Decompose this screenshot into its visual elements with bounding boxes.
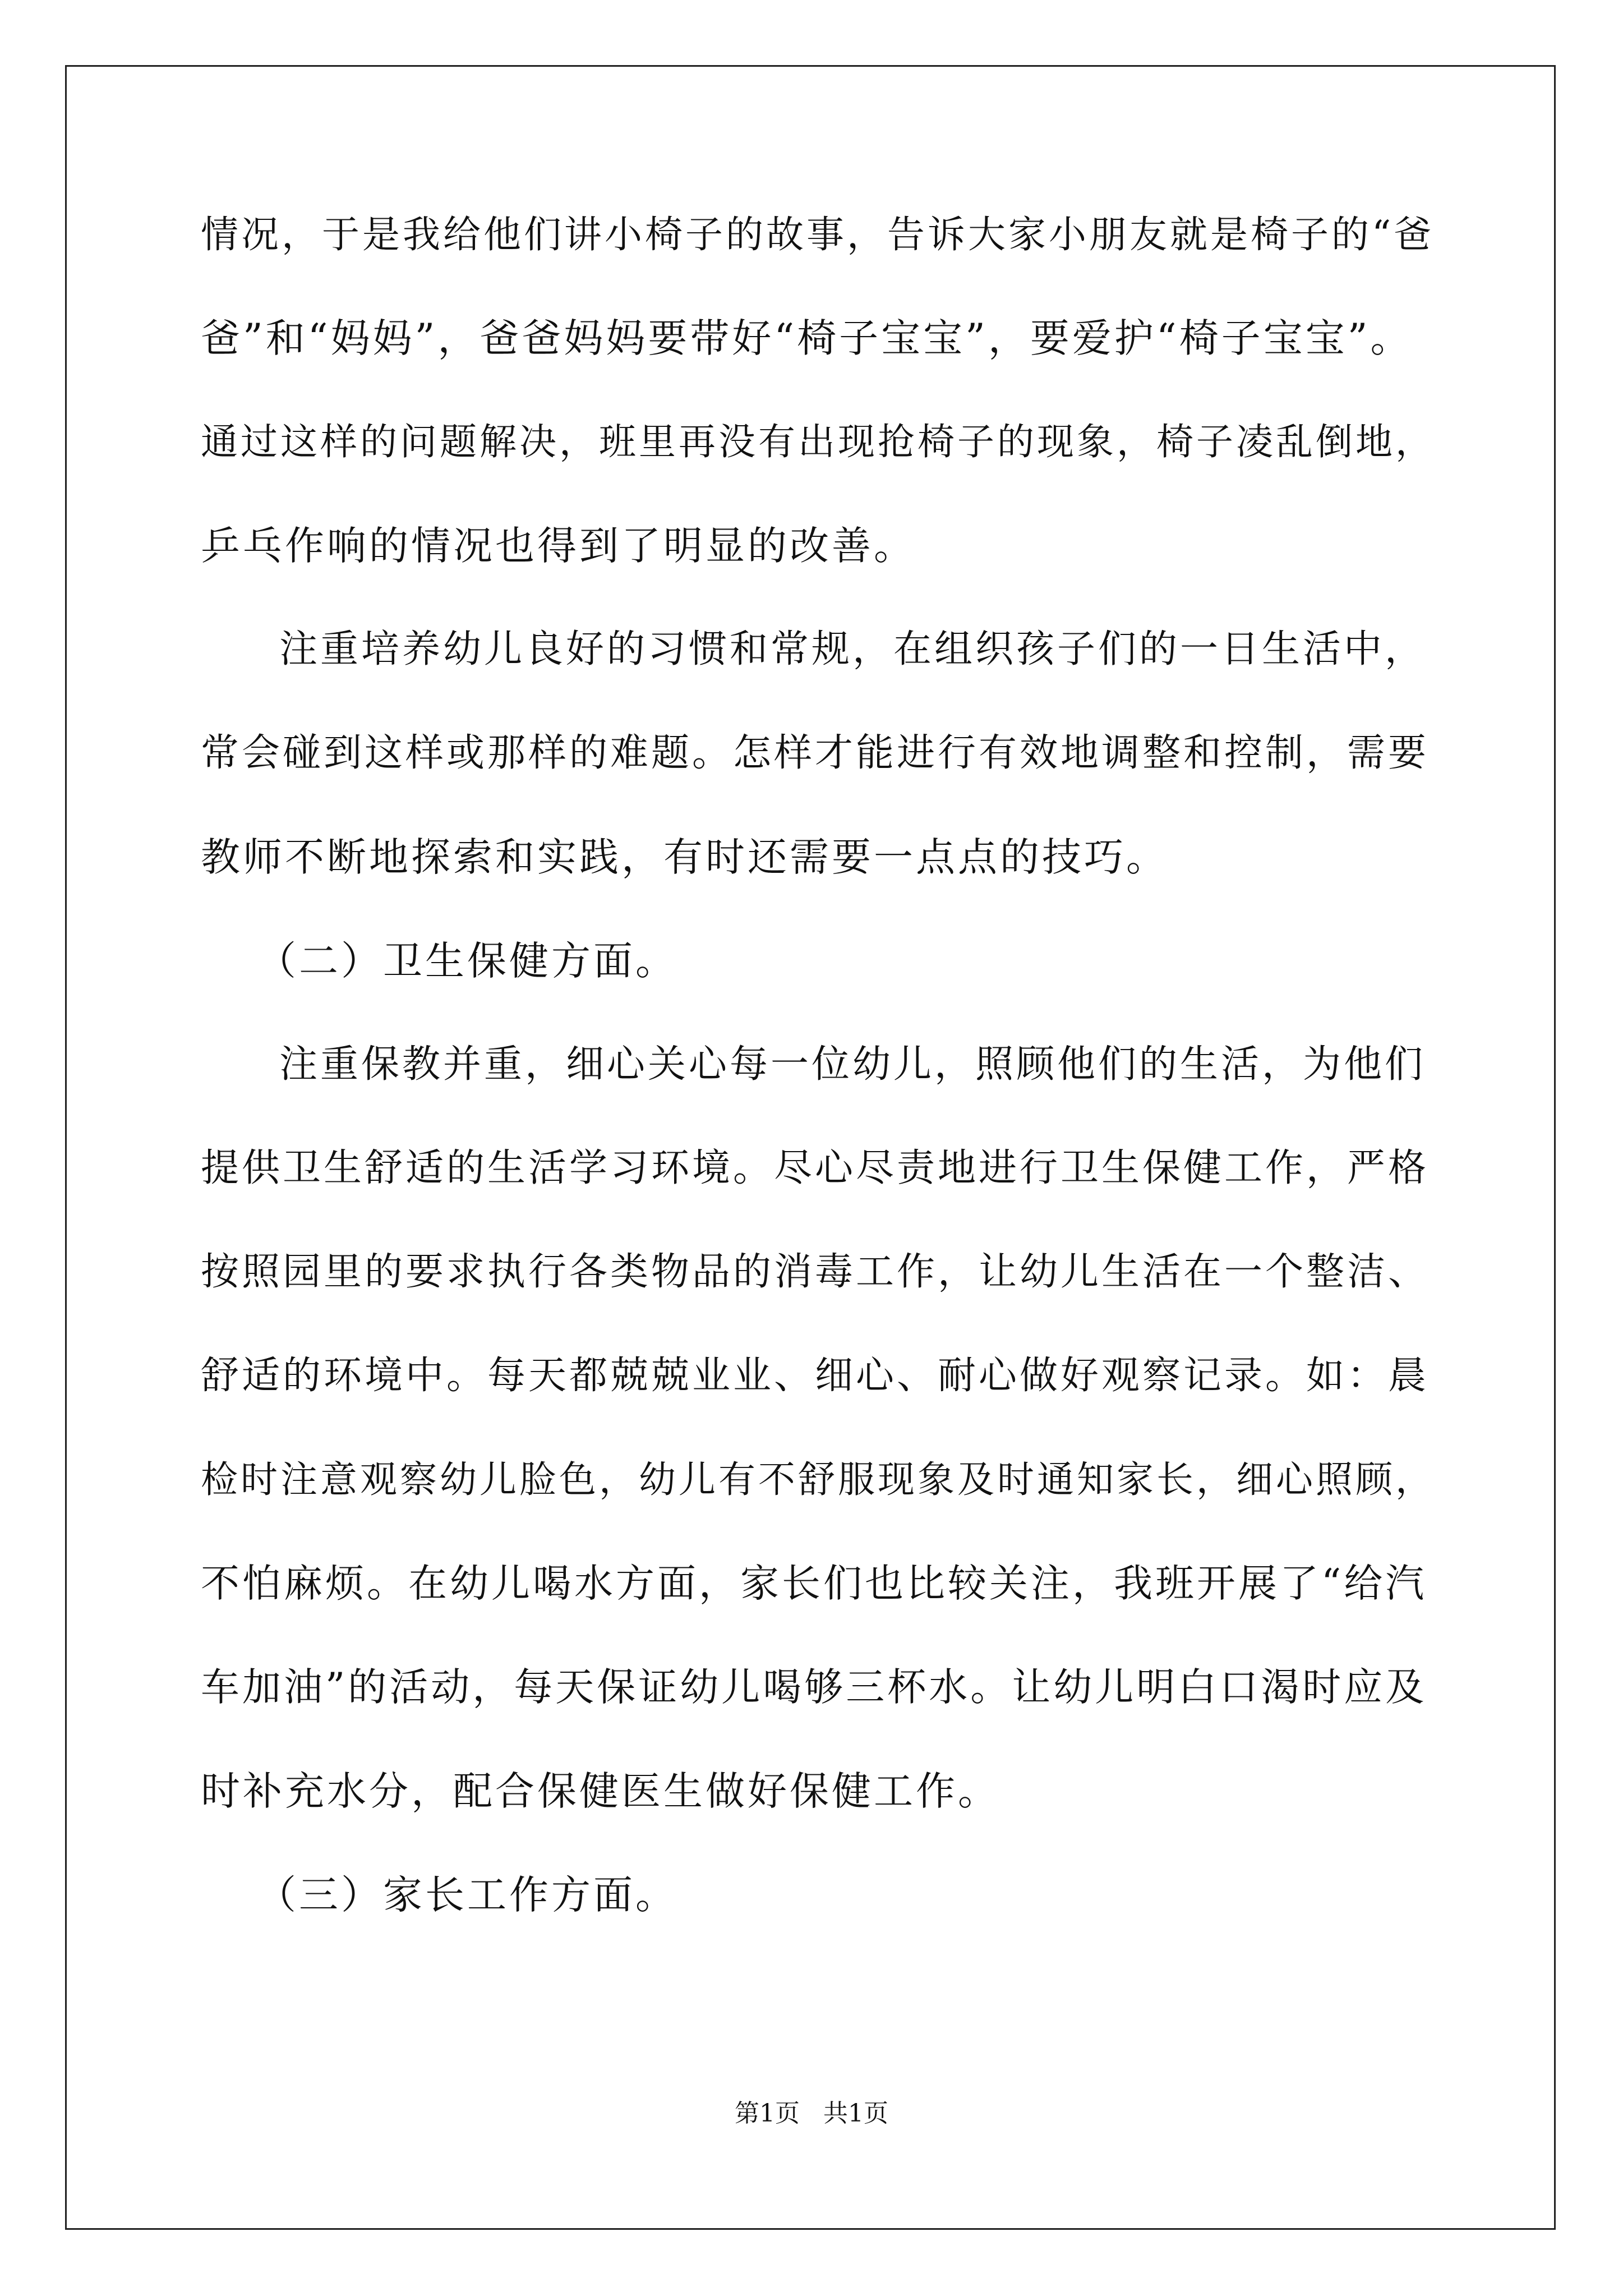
text-line: 通过这样的问题解决，班里再没有出现抢椅子的现象，椅子凌乱倒地， <box>201 420 1435 463</box>
text-line: 按照园里的要求执行各类物品的消毒工作，让幼儿生活在一个整洁、 <box>201 1250 1430 1294</box>
text-line: 时补充水分，配合保健医生做好保健工作。 <box>201 1768 1000 1814</box>
text-line: 提供卫生舒适的生活学习环境。尽心尽责地进行卫生保健工作，严格 <box>201 1146 1430 1190</box>
section-heading: （三）家长工作方面。 <box>257 1872 677 1918</box>
text-line: 常会碰到这样或那样的难题。怎样才能进行有效地调整和控制，需要 <box>201 731 1430 775</box>
text-line: 不怕麻烦。在幼儿喝水方面，家长们也比较关注，我班开展了“给汽 <box>201 1561 1427 1606</box>
text-line: 教师不断地探索和实践，有时还需要一点点的技巧。 <box>201 834 1168 880</box>
section-heading: （二）卫生保健方面。 <box>257 938 677 984</box>
text-line: 检时注意观察幼儿脸色，幼儿有不舒服现象及时通知家长，细心照顾， <box>201 1458 1435 1501</box>
paragraph-first-line: 注重保教并重，细心关心每一位幼儿，照顾他们的生活，为他们 <box>279 1042 1426 1087</box>
paragraph-first-line: 注重培养幼儿良好的习惯和常规，在组织孩子们的一日生活中， <box>279 627 1426 671</box>
page-number-footer: 第1页 共1页 <box>735 2099 888 2128</box>
text-line: 舒适的环境中。每天都兢兢业业、细心、耐心做好观察记录。如：晨 <box>201 1354 1430 1398</box>
text-line: 爸”和“妈妈”，爸爸妈妈要带好“椅子宝宝”，要爱护“椅子宝宝”。 <box>201 315 1413 361</box>
text-line: 情况，于是我给他们讲小椅子的故事，告诉大家小朋友就是椅子的“爸 <box>201 213 1435 256</box>
text-line: 车加油”的活动，每天保证幼儿喝够三杯水。让幼儿明白口渴时应及 <box>201 1665 1427 1710</box>
text-line: 乒乓作响的情况也得到了明显的改善。 <box>201 523 916 569</box>
